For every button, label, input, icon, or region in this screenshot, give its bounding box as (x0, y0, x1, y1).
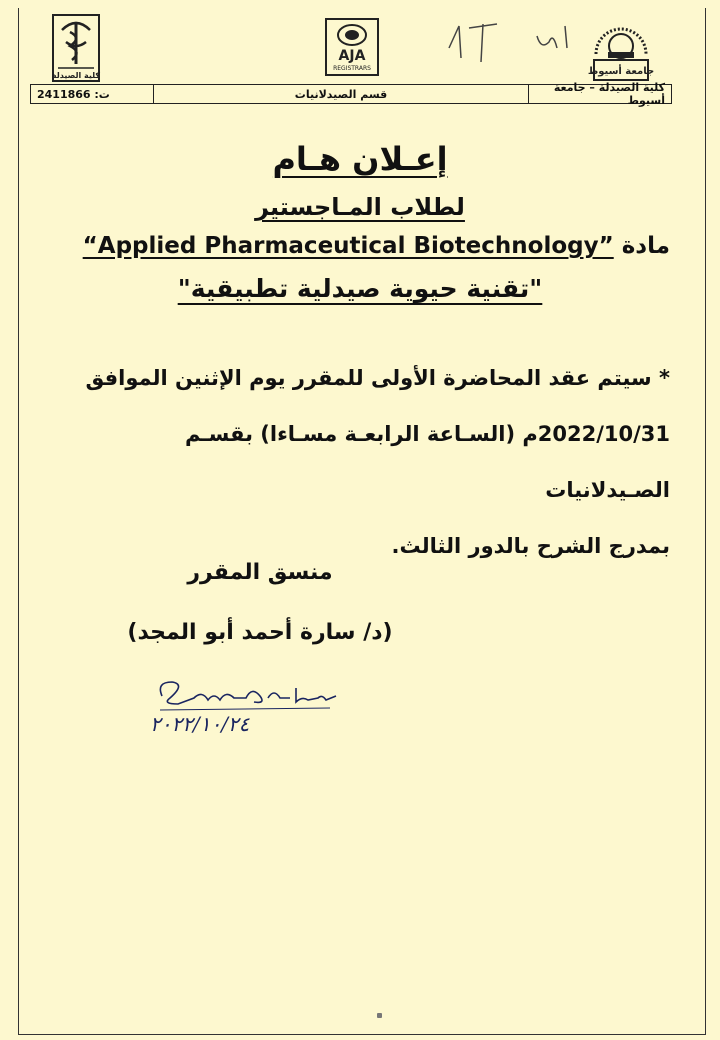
signature-date: ٢٠٢٢/١٠/٢٤ (150, 712, 250, 736)
body-line-2: 2022/10/31م (السـاعة الرابعـة مسـاءا) بقسـم الصـيدلانيات (184, 422, 670, 502)
handwritten-signature (150, 668, 350, 718)
announcement-body (60, 350, 670, 574)
announcement-title: إعـلان هـام (272, 140, 448, 178)
phone-number: ت: 2411866 (31, 85, 154, 103)
scan-speck (377, 1013, 382, 1018)
course-prefix: مادة (621, 233, 670, 259)
college-name: كلية الصيدلة – جامعة أسيوط (553, 81, 665, 107)
department-name: قسم الصيدلانيات (154, 85, 529, 103)
aja-registrars-logo (324, 17, 380, 77)
body-line-1: * سيتم عقد المحاضرة الأولى للمقرر يوم الإثنين الموافق (85, 366, 670, 390)
svg-text:كلية الصيدلة: كلية الصيدلة (51, 71, 101, 80)
body-line-3: بمدرج الشرح بالدور الثالث. (391, 534, 670, 558)
course-english-line (80, 233, 670, 259)
course-arabic-name: "تقنية حيوية صيدلية تطبيقية" (177, 274, 543, 303)
course-english-name: “Applied Pharmaceutical Biotechnology” (82, 233, 614, 259)
handwritten-mark (445, 18, 575, 68)
pharmacy-faculty-logo (50, 12, 102, 84)
course-arabic-line (0, 274, 720, 303)
svg-text:AJA: AJA (338, 48, 366, 64)
assiut-university-logo (588, 18, 654, 82)
svg-text:جامعة أسيوط: جامعة أسيوط (588, 66, 654, 77)
coordinator-name: (د/ سارة أحمد أبو المجد) (127, 620, 393, 645)
header-info-bar (30, 81, 672, 107)
announcement-subtitle: لطلاب المـاجستير (255, 193, 465, 221)
svg-text:REGISTRARS: REGISTRARS (333, 65, 371, 72)
coordinator-label: منسق المقرر (187, 560, 333, 585)
